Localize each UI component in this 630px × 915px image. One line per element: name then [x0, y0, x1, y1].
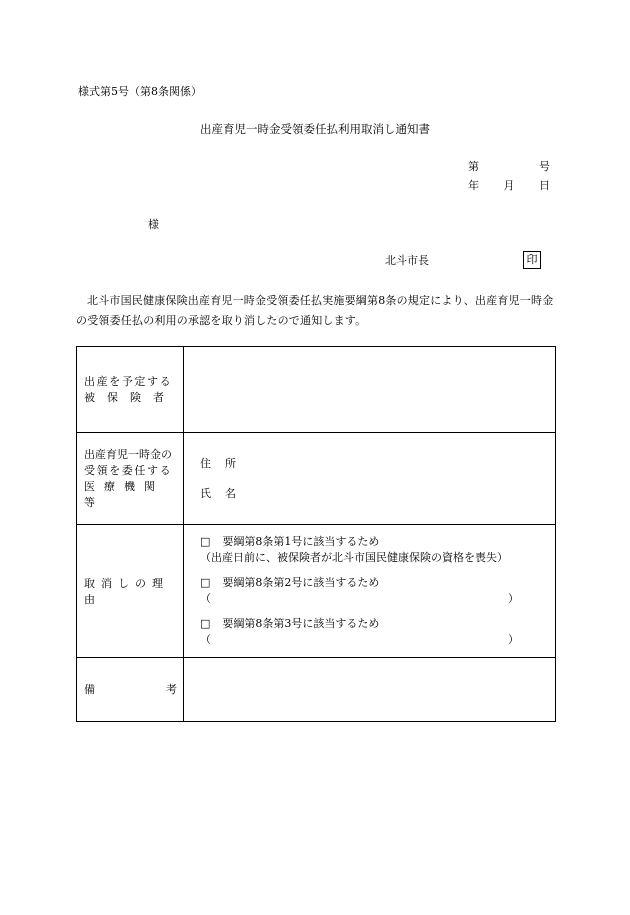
document-number: [468, 161, 550, 172]
number-suffix: 号: [539, 160, 550, 173]
seal-stamp: 印: [523, 251, 541, 269]
reason-2-text: 要綱第8条第2号に該当するため: [222, 576, 380, 589]
addressee-honorific: 様: [148, 218, 159, 231]
reason-3-paren-open: （: [200, 633, 211, 646]
date-month: 月: [503, 179, 515, 192]
reason-2-checkbox[interactable]: □: [200, 576, 211, 589]
address-label-1: 住: [200, 456, 211, 470]
reason-2-paren-open: （: [200, 592, 211, 605]
reason-1-text: 要綱第8条第1号に該当するため: [222, 535, 380, 548]
issuer-name: 北斗市長: [385, 254, 429, 267]
issue-date: [468, 180, 550, 191]
reason-option-1: [200, 534, 519, 566]
form-number: 様式第5号（第8条関係）: [78, 85, 202, 98]
reason-2-paren-close: ）: [508, 592, 519, 605]
remarks-field[interactable]: [184, 658, 556, 722]
remarks-label-1: 備: [84, 682, 95, 696]
reason-option-3: [200, 616, 519, 648]
cancellation-reason-field: [184, 525, 556, 658]
reason-1-checkbox[interactable]: □: [200, 535, 211, 548]
reason-option-2: [200, 575, 519, 607]
date-year: 年: [468, 179, 479, 192]
cancellation-reason-label-cell: [77, 525, 184, 658]
date-day: 日: [539, 179, 550, 192]
table-row: [77, 433, 556, 525]
institution-label-line1: 出産育児一時金の: [84, 447, 172, 461]
reason-3-paren-close: ）: [508, 633, 519, 646]
number-prefix: 第: [468, 160, 479, 173]
reason-3-checkbox[interactable]: □: [200, 617, 211, 630]
address-label-2: 所: [225, 456, 236, 470]
reason-3-detail-field[interactable]: [200, 632, 519, 648]
remarks-label-2: 考: [166, 682, 177, 696]
notice-table: [76, 346, 556, 722]
reason-1-note: （出産日前に、被保険者が北斗市国民健康保険の資格を喪失）: [200, 551, 508, 564]
medical-institution-field[interactable]: [184, 433, 556, 525]
insured-person-label-line2: 被保険者: [84, 390, 176, 404]
name-label-2: 名: [225, 486, 236, 500]
document-title: 出産育児一時金受領委任払利用取消し通知書: [200, 122, 430, 136]
table-row: [77, 658, 556, 722]
insured-person-label-cell: [77, 347, 184, 433]
insured-person-label-line1: 出産を予定する: [84, 374, 173, 388]
table-row: [77, 525, 556, 658]
institution-label-line2: 受領を委任する: [84, 463, 173, 477]
table-row: [77, 347, 556, 433]
remarks-label-cell: [77, 658, 184, 722]
name-label-1: 氏: [200, 486, 211, 500]
cancellation-reason-label: 取消しの理由: [84, 577, 169, 606]
reason-3-text: 要綱第8条第3号に該当するため: [222, 617, 380, 630]
institution-label-line3: 医療機関等: [84, 479, 164, 509]
address-field[interactable]: [184, 449, 555, 479]
insured-person-field[interactable]: [184, 347, 556, 433]
notice-body: 北斗市国民健康保険出産育児一時金受領委任払実施要綱第8条の規定により、出産育児一時金の受領委任払の利用の承認を取り消したので通知します。: [76, 294, 554, 327]
reason-2-detail-field[interactable]: [200, 591, 519, 607]
name-field[interactable]: [184, 479, 555, 509]
medical-institution-label-cell: [77, 433, 184, 525]
